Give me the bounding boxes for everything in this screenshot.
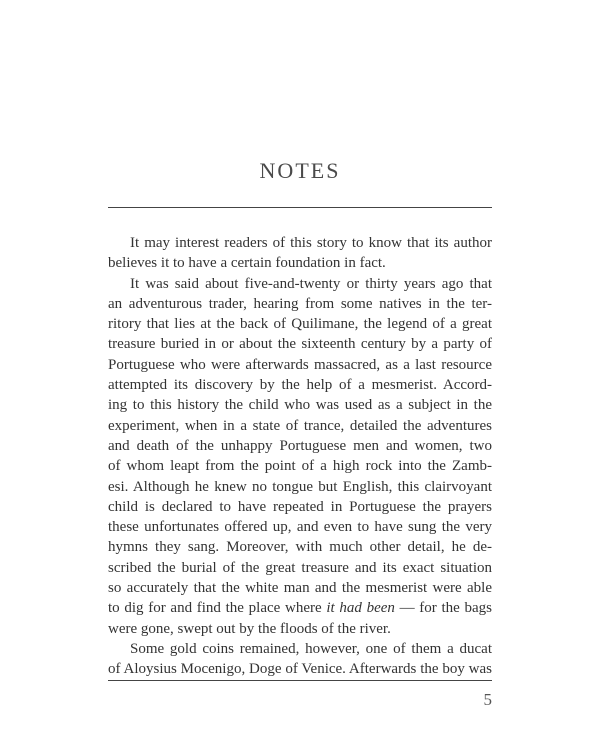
text-line: scribed the burial of the great treasure and its exact situation bbox=[108, 559, 492, 576]
text-line: esi. Although he knew no tongue but English, this clairvoyant bbox=[108, 478, 492, 495]
text-line: Portuguese who were afterwards massacred, as a last resource bbox=[108, 356, 492, 373]
text-line-italic bbox=[108, 598, 492, 618]
text-line: attempted its discovery by the help of a mesmerist. Accord- bbox=[108, 377, 492, 394]
text-line: and death of the unhappy Portuguese men and women, two bbox=[108, 437, 492, 454]
text-line: It was said about five-and-twenty or thirty years ago that bbox=[130, 275, 492, 292]
text-fragment: to dig for and find the place where bbox=[108, 600, 327, 617]
text-line: ing to this history the child who was used as a subject in the bbox=[108, 397, 492, 414]
page-title: NOTES bbox=[259, 158, 341, 183]
text-line: believes it to have a certain foundation in fact. bbox=[108, 255, 386, 272]
text-line: of Aloysius Mocenigo, Doge of Venice. Afterwards the boy was bbox=[108, 661, 492, 678]
text-line: were gone, swept out by the floods of the river. bbox=[108, 620, 391, 637]
italic-phrase: it had been bbox=[326, 600, 395, 617]
text-line: Some gold coins remained, however, one of them a ducat bbox=[130, 640, 492, 657]
page-number: 5 bbox=[483, 690, 492, 709]
text-line: an adventurous trader, hearing from some natives in the ter- bbox=[108, 295, 492, 312]
text-line: hymns they sang. Moreover, with much other detail, he de- bbox=[108, 539, 492, 556]
notes-body bbox=[108, 233, 492, 680]
top-rule bbox=[108, 207, 492, 208]
text-line: so accurately that the white man and the mesmerist were able bbox=[108, 580, 492, 597]
text-line: experiment, when in a state of trance, detailed the adventures bbox=[108, 417, 492, 434]
text-fragment: — for the bags bbox=[394, 600, 492, 617]
text-line: It may interest readers of this story to know that its author bbox=[130, 235, 492, 251]
bottom-rule bbox=[108, 680, 492, 681]
text-line: treasure buried in or about the sixteenth century by a party of bbox=[108, 336, 492, 353]
text-line: child is declared to have repeated in Portuguese the prayers bbox=[108, 498, 492, 515]
text-line: these unfortunates offered up, and even to have sung the very bbox=[108, 519, 492, 536]
text-line: ritory that lies at the back of Quilimane, the legend of a great bbox=[108, 316, 492, 333]
text-line: of whom leapt from the point of a high rock into the Zamb- bbox=[108, 458, 492, 475]
